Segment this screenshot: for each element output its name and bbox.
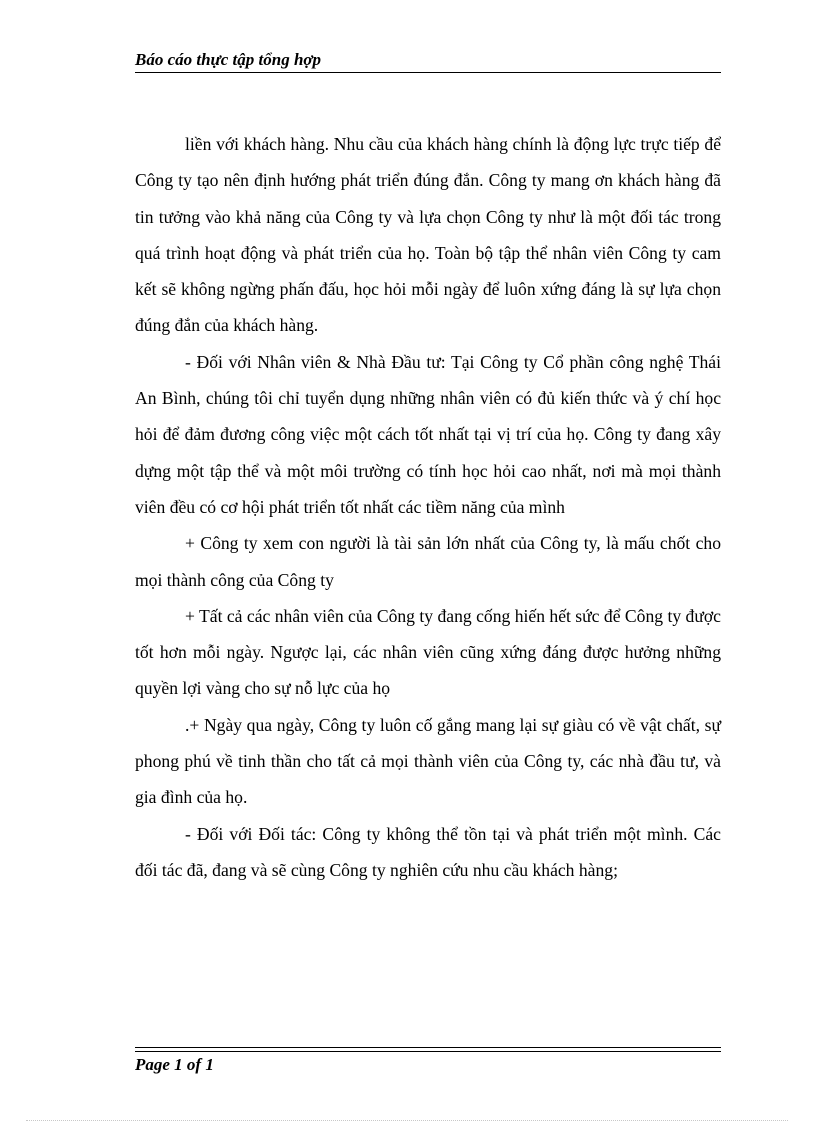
paragraph: liền với khách hàng. Nhu cầu của khách hàng chính là động lực trực tiếp để Công ty tạo nên định hướng phát triển đúng đắn. Công ty mang ơn khách hàng đã tin tưởng vào khả năng của Công ty và lựa chọn Công ty như là một đối tác trong quá trình hoạt động và phát triển của họ. Toàn bộ tập thể nhân viên Công ty cam kết sẽ không ngừng phấn đấu, học hỏi mỗi ngày để luôn xứng đáng là sự lựa chọn đúng đắn của khách hàng. [135, 134, 721, 336]
paragraph: + Tất cả các nhân viên của Công ty đang cống hiến hết sức để Công ty được tốt hơn mỗi ngày. Ngược lại, các nhân viên cũng xứng đáng được hưởng những quyền lợi vàng cho sự nỗ lực của họ [135, 605, 721, 699]
header-title: Báo cáo thực tập tổng hợp [135, 50, 322, 69]
paragraph: - Đối với Đối tác: Công ty không thể tồn tại và phát triển một mình. Các đối tác đã, đang và sẽ cùng Công ty nghiên cứu nhu cầu khách hàng; [135, 823, 721, 880]
footer-rule [135, 1047, 721, 1052]
page-edge-divider [26, 1120, 788, 1121]
page-header [135, 48, 721, 73]
page-number: Page 1 of 1 [135, 1055, 214, 1074]
body-text [135, 126, 721, 888]
paragraph: .+ Ngày qua ngày, Công ty luôn cố gắng mang lại sự giàu có về vật chất, sự phong phú về tinh thần cho tất cả mọi thành viên của Công ty, các nhà đầu tư, và gia đình của họ. [135, 714, 721, 808]
paragraph: - Đối với Nhân viên & Nhà Đầu tư: Tại Công ty Cổ phần công nghệ Thái An Bình, chúng tôi chỉ tuyển dụng những nhân viên có đủ kiến thức và ý chí học hỏi để đảm đương công việc một cách tốt nhất tại vị trí của họ. Công ty đang xây dựng một tập thể và một môi trường có tính học hỏi cao nhất, nơi mà mọi thành viên đều có cơ hội phát triển tốt nhất các tiềm năng của mình [135, 351, 721, 517]
paragraph: + Công ty xem con người là tài sản lớn nhất của Công ty, là mấu chốt cho mọi thành công của Công ty [135, 533, 721, 590]
